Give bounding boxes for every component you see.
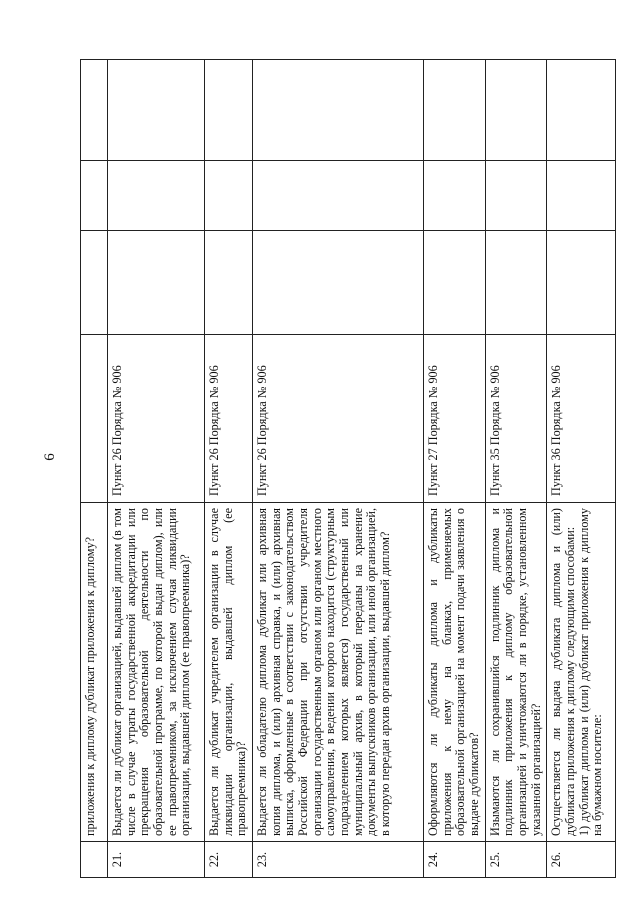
notes-cell: [547, 60, 616, 161]
table-row: [205, 60, 253, 878]
answer-cell-no: [423, 161, 485, 231]
reference-cell: Пункт 26 Порядка № 906: [108, 335, 205, 503]
reference-cell: Пункт 26 Порядка № 906: [205, 335, 253, 503]
question-cell: Изымаются ли сохранившийся подлинник диплома и подлинник приложения к диплому образовательной организацией и уничтожаются ли в порядке, установленном указанной организацией?: [485, 503, 547, 842]
question-cell: Выдается ли дубликат учредителем организации в случае ликвидации организации, выдавшей диплом (ее правопреемника)?: [205, 503, 253, 842]
question-cell: Осуществляется ли выдача дубликата диплома и (или) дубликата приложения к диплому следующими способами: 1) дубликат диплома и (или) дубликат приложения к диплому на бумажном носителе:: [547, 503, 616, 842]
checklist-table-wrapper: [80, 60, 616, 878]
answer-cell-yes: [81, 231, 108, 335]
row-number: 23.: [252, 842, 423, 878]
question-cell: Оформляются ли дубликаты диплома и дубликаты приложения к нему на бланках, применяемых образовательной организацией на момент подачи заявления о выдаче дубликатов?: [423, 503, 485, 842]
question-cell: Выдается ли дубликат организацией, выдавшей диплом (в том числе в случае утраты государственной аккредитации или прекращения образовательной деятельности по образовательной программе, по которой выдан диплом), или ее правопреемником, за исключением случая ликвидации организации, выдавшей диплом (ее правопреемника)?: [108, 503, 205, 842]
answer-cell-no: [108, 161, 205, 231]
table-row: [423, 60, 485, 878]
row-number: 26.: [547, 842, 616, 878]
row-number: [81, 842, 108, 878]
question-cell: Выдается ли обладателю диплома дубликат или архивная копия диплома, и (или) архивная справка, и (или) архивная выписка, оформленные в соответствии с законодательством Российской Федерации при отсутствии учредителя организации государственным органом или органом местного самоуправления, в ведении которого находится (структурным подразделением которых является) государственный или муниципальный архив, в который переданы на хранение документы выпускников организации, или иной организацией, в которую передан архив организации, выдавшей диплом?: [252, 503, 423, 842]
table-row: [81, 60, 108, 878]
reference-cell: Пункт 35 Порядка № 906: [485, 335, 547, 503]
notes-cell: [423, 60, 485, 161]
row-number: 21.: [108, 842, 205, 878]
page-number: 6: [42, 453, 58, 461]
row-number: 25.: [485, 842, 547, 878]
notes-cell: [485, 60, 547, 161]
answer-cell-yes: [485, 231, 547, 335]
answer-cell-yes: [252, 231, 423, 335]
answer-cell-yes: [547, 231, 616, 335]
notes-cell: [205, 60, 253, 161]
table-row: [252, 60, 423, 878]
answer-cell-yes: [108, 231, 205, 335]
answer-cell-no: [81, 161, 108, 231]
notes-cell: [108, 60, 205, 161]
table-row: [485, 60, 547, 878]
notes-cell: [252, 60, 423, 161]
table-row: [547, 60, 616, 878]
answer-cell-no: [547, 161, 616, 231]
answer-cell-yes: [205, 231, 253, 335]
row-number: 24.: [423, 842, 485, 878]
checklist-table: [80, 59, 616, 878]
question-cell: приложения к диплому дубликат приложения к диплому?: [81, 503, 108, 842]
answer-cell-no: [252, 161, 423, 231]
notes-cell: [81, 60, 108, 161]
answer-cell-no: [205, 161, 253, 231]
reference-cell: Пункт 26 Порядка № 906: [252, 335, 423, 503]
reference-cell: [81, 335, 108, 503]
answer-cell-no: [485, 161, 547, 231]
row-number: 22.: [205, 842, 253, 878]
answer-cell-yes: [423, 231, 485, 335]
table-row: [108, 60, 205, 878]
reference-cell: Пункт 27 Порядка № 906: [423, 335, 485, 503]
reference-cell: Пункт 36 Порядка № 906: [547, 335, 616, 503]
